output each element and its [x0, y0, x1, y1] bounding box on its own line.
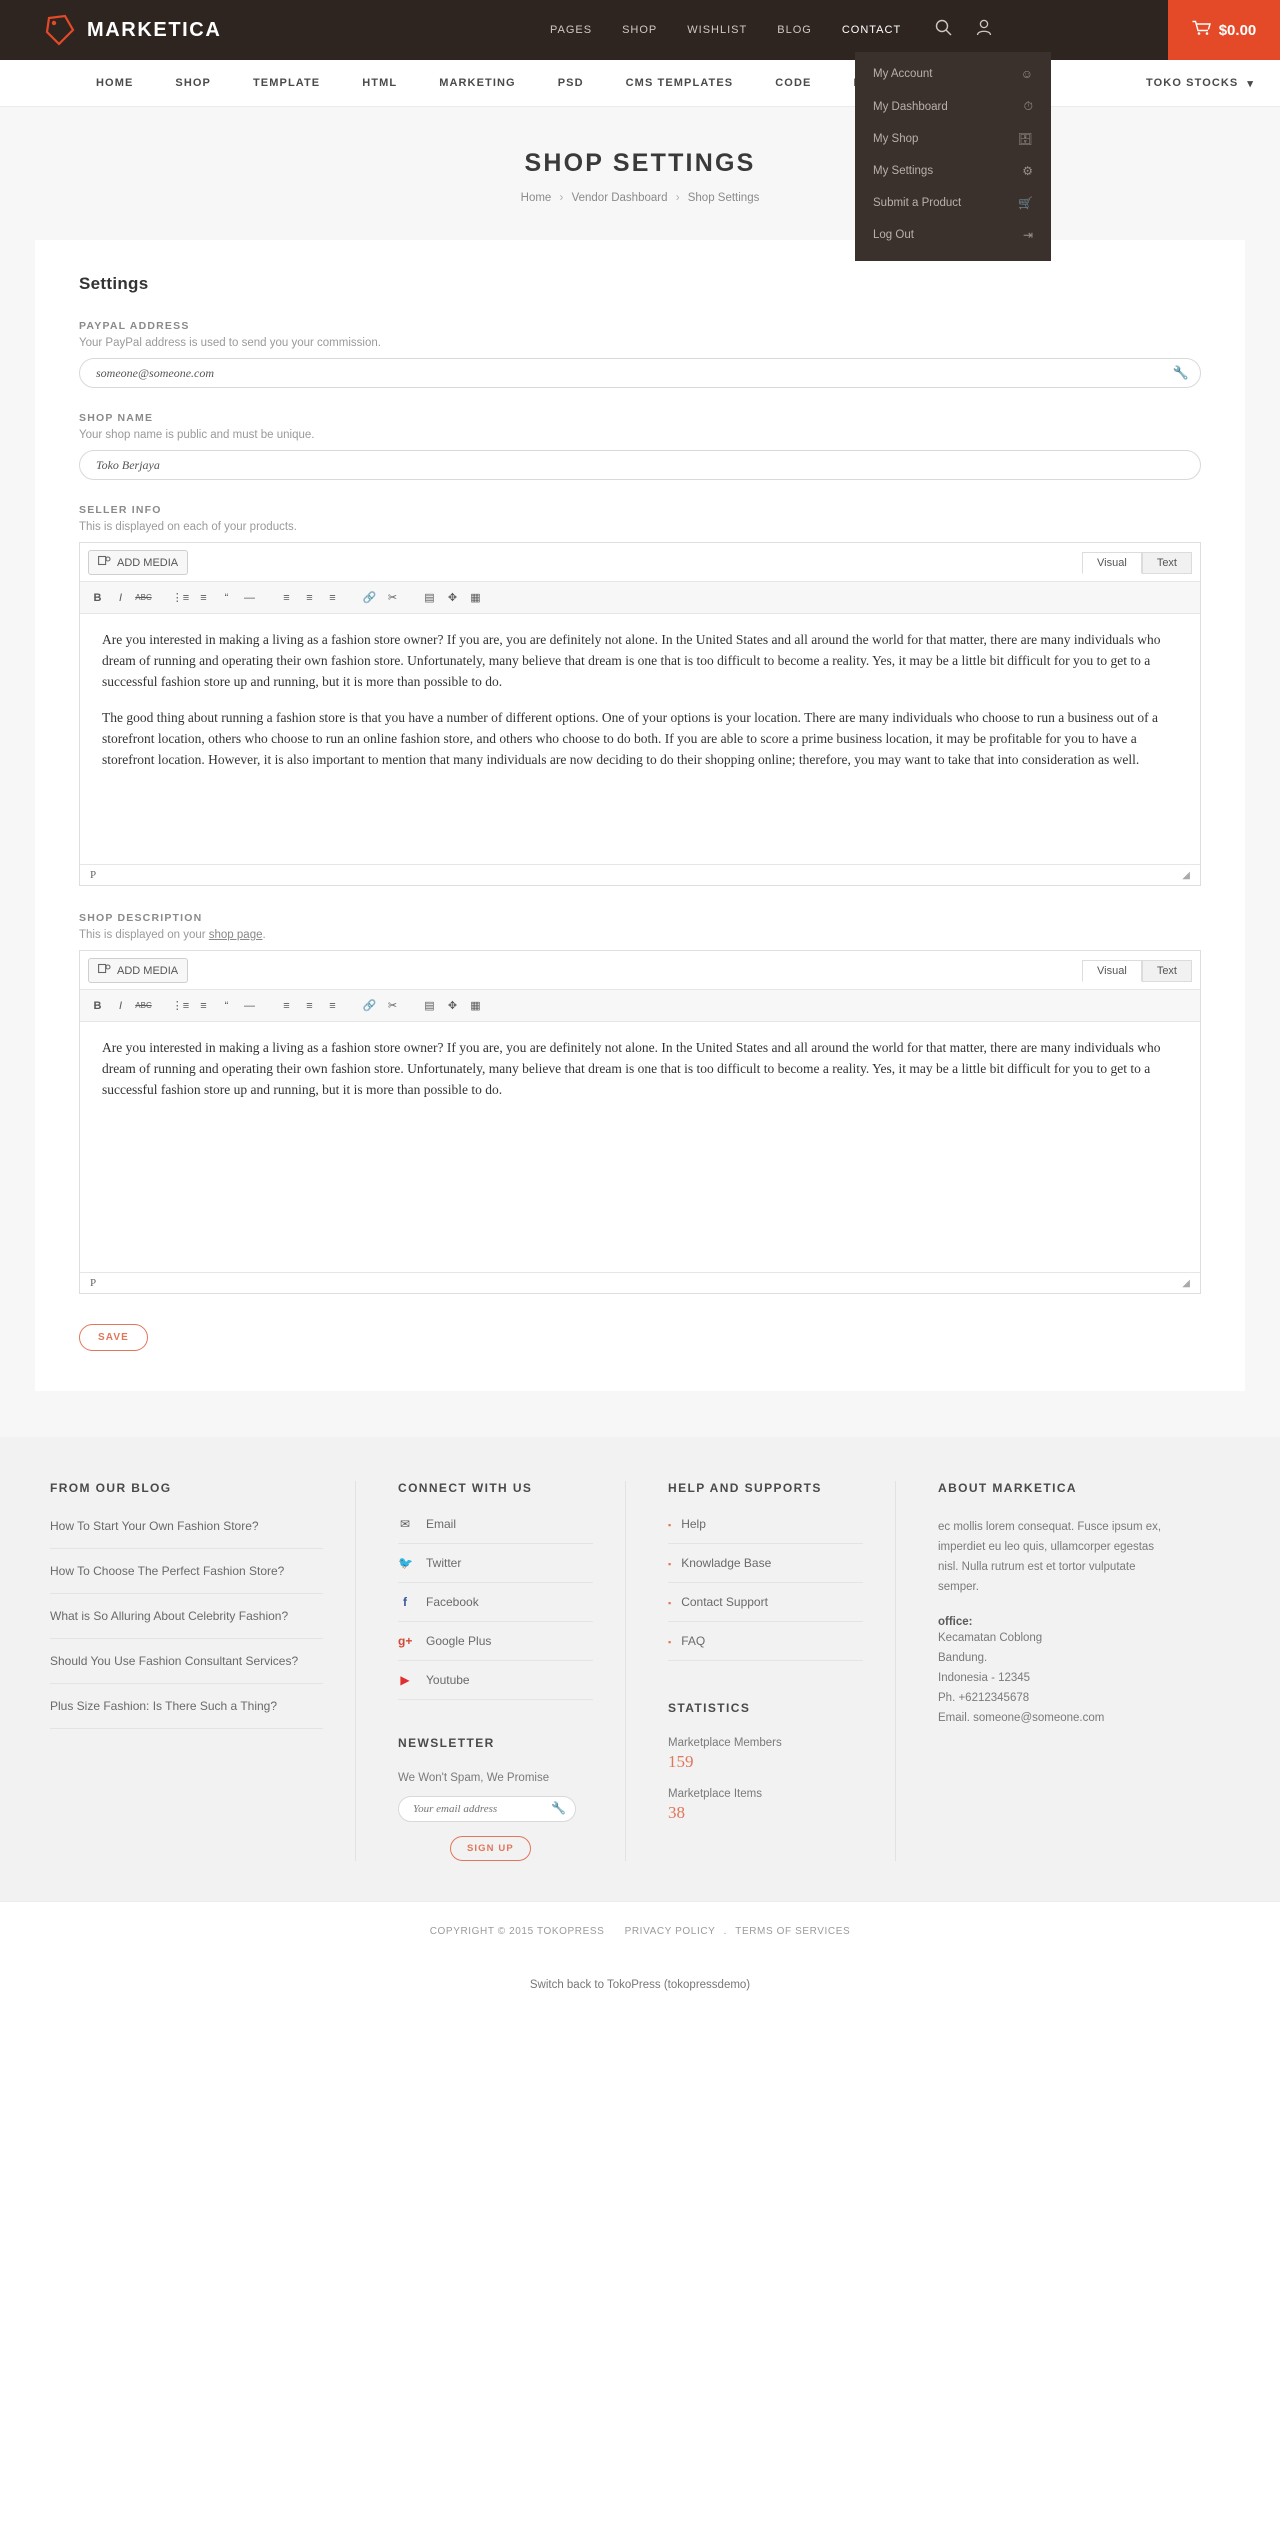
- site-logo[interactable]: [0, 14, 420, 46]
- footer-blog-column: [50, 1481, 355, 1861]
- social-label: Email: [426, 1517, 457, 1531]
- strikethrough-icon[interactable]: ABC: [135, 1001, 152, 1010]
- editor-paragraph: Are you interested in making a living as a fashion store owner? If you are, you are definitely not alone. In the United States and all around the world for that matter, there are many individuals who dream of running and operating their own fashion store. Unfortunately, many believe that dream is one that is too difficult to become a reality. Yes, it may be a little bit difficult for you to get to a successful fashion store up and running, but it is more than possible to do.: [102, 632, 1161, 689]
- bullet-icon: ▪: [668, 1637, 672, 1647]
- logout-icon: ⇥: [1022, 228, 1033, 242]
- chevron-down-icon: ▾: [1247, 77, 1254, 90]
- tag-icon: [45, 14, 75, 46]
- unlink-icon[interactable]: ✂: [387, 1000, 398, 1012]
- italic-icon[interactable]: I: [118, 591, 123, 604]
- nav-item-cms-templates[interactable]: CMS TEMPLATES: [625, 77, 734, 89]
- list-item[interactable]: What is So Alluring About Celebrity Fashion?: [50, 1607, 323, 1639]
- quote-icon[interactable]: “: [224, 999, 229, 1012]
- nav-item-shop[interactable]: SHOP: [175, 77, 211, 89]
- about-text: ec mollis lorem consequat. Fusce ipsum ex, imperdiet eu leo quis, ullamcorper egestas nisl. Nulla rutrum est et tortor vulputate semper.: [938, 1521, 1162, 1594]
- footer-about-heading: ABOUT MARKETICA: [938, 1481, 1077, 1495]
- footer-help-heading: HELP AND SUPPORTS: [668, 1481, 822, 1495]
- cart-icon: 🛒: [1018, 196, 1033, 210]
- switch-back-label: Switch back to TokoPress (tokopressdemo): [529, 1979, 751, 1991]
- cart-button[interactable]: [1168, 0, 1280, 60]
- top-nav-item-wishlist[interactable]: WISHLIST: [687, 24, 748, 36]
- bullet-list-icon[interactable]: ⋮≡: [171, 592, 190, 604]
- bold-icon[interactable]: B: [93, 591, 102, 604]
- editor-paragraph: The good thing about running a fashion store is that you have a number of different options. One of your options is your location. There are many individuals who choose to run a business out of a storefront location, others who choose to run an online fashion store, and others who choose to do both. If you are able to score a prime business location, it may be profitable for you to have a storefront location. However, it is also important to mention that many individuals are now deciding to do their shopping online; therefore, you may want to take that into consideration as well.: [102, 709, 1159, 767]
- shop-page-link[interactable]: shop page: [208, 929, 263, 941]
- bullet-list-icon[interactable]: ⋮≡: [171, 1000, 190, 1012]
- list-item[interactable]: [668, 1595, 863, 1622]
- align-right-icon[interactable]: ≡: [329, 591, 336, 604]
- help-label: FAQ: [681, 1634, 706, 1648]
- menu-item-my-dashboard[interactable]: [855, 90, 1051, 123]
- nav-item-template[interactable]: TEMPLATE: [252, 77, 321, 89]
- social-label: Facebook: [426, 1595, 479, 1609]
- menu-item-my-settings[interactable]: [855, 155, 1051, 187]
- privacy-policy-link[interactable]: PRIVACY POLICY: [624, 1926, 716, 1937]
- list-item[interactable]: How To Choose The Perfect Fashion Store?: [50, 1562, 323, 1594]
- shop-description-label: SHOP DESCRIPTION: [79, 912, 203, 924]
- list-item[interactable]: [668, 1517, 863, 1544]
- page-title: SHOP SETTINGS: [524, 149, 756, 177]
- social-link-google-plus[interactable]: [398, 1634, 593, 1661]
- tab-text[interactable]: Text: [1142, 960, 1192, 982]
- seller-info-editor: [79, 542, 1201, 886]
- numbered-list-icon[interactable]: ≡: [200, 591, 207, 604]
- user-icon[interactable]: [976, 19, 992, 41]
- office-title: office:: [938, 1615, 973, 1628]
- save-button[interactable]: SAVE: [79, 1324, 148, 1351]
- menu-item-label: Log Out: [873, 229, 914, 241]
- list-item[interactable]: Should You Use Fashion Consultant Services?: [50, 1652, 323, 1684]
- link-icon[interactable]: 🔗: [362, 592, 377, 604]
- kitchen-sink-icon[interactable]: ▦: [470, 592, 481, 604]
- signup-button[interactable]: SIGN UP: [450, 1836, 531, 1861]
- unlink-icon[interactable]: ✂: [387, 592, 398, 604]
- terms-of-services-link[interactable]: TERMS OF SERVICES: [735, 1926, 851, 1937]
- shop-name-help: Your shop name is public and must be unique.: [79, 429, 315, 441]
- settings-heading: Settings: [79, 274, 149, 293]
- add-media-label: ADD MEDIA: [117, 964, 179, 977]
- resize-handle-icon[interactable]: ◢: [1182, 869, 1190, 881]
- bullet-icon: ▪: [668, 1598, 672, 1608]
- add-media-button[interactable]: [88, 550, 188, 575]
- menu-item-log-out[interactable]: [855, 219, 1051, 251]
- italic-icon[interactable]: I: [118, 999, 123, 1012]
- resize-handle-icon[interactable]: ◢: [1182, 1277, 1190, 1289]
- quote-icon[interactable]: “: [224, 591, 229, 604]
- stat-value: 38: [668, 1803, 685, 1822]
- wrench-icon[interactable]: 🔧: [551, 1801, 566, 1815]
- footer-connect-column: [355, 1481, 625, 1861]
- nav-item-psd[interactable]: PSD: [557, 77, 584, 89]
- shop-name-input[interactable]: [79, 450, 1201, 480]
- top-nav-item-blog[interactable]: BLOG: [777, 24, 812, 36]
- editor-path-status: P: [90, 869, 97, 881]
- align-left-icon[interactable]: ≡: [283, 591, 290, 604]
- kitchen-sink-icon[interactable]: ▦: [470, 1000, 481, 1012]
- switch-back-bar[interactable]: [0, 1959, 1280, 2017]
- menu-item-my-account[interactable]: [855, 58, 1051, 90]
- fullscreen-icon[interactable]: ✥: [447, 592, 458, 604]
- social-link-youtube[interactable]: [398, 1673, 593, 1700]
- paypal-help: Your PayPal address is used to send you your commission.: [79, 337, 381, 349]
- shop-description-textarea[interactable]: [80, 1022, 1200, 1272]
- social-link-facebook[interactable]: [398, 1595, 593, 1622]
- editor-path-status: P: [90, 1277, 97, 1289]
- gear-icon: ⚙: [1022, 164, 1033, 178]
- breadcrumb-item-shop-settings: Shop Settings: [687, 192, 760, 204]
- social-label: Youtube: [426, 1673, 470, 1687]
- content-area: [0, 240, 1280, 1437]
- align-center-icon[interactable]: ≡: [306, 591, 313, 604]
- twitter-icon: 🐦: [398, 1556, 413, 1570]
- paypal-label: PAYPAL ADDRESS: [79, 320, 190, 332]
- settings-card: [35, 240, 1245, 1391]
- stat-label: Marketplace Items: [668, 1788, 762, 1800]
- numbered-list-icon[interactable]: ≡: [200, 999, 207, 1012]
- top-nav-item-contact[interactable]: CONTACT: [841, 24, 902, 36]
- tab-visual[interactable]: Visual: [1082, 552, 1142, 574]
- footer: [0, 1437, 1280, 1901]
- horizontal-rule-icon[interactable]: —: [244, 999, 255, 1012]
- cart-icon: [1192, 20, 1211, 40]
- seller-info-textarea[interactable]: [80, 614, 1200, 864]
- facebook-icon: f: [403, 1595, 407, 1609]
- help-label: Contact Support: [681, 1595, 768, 1609]
- menu-item-my-shop[interactable]: [855, 123, 1051, 155]
- social-link-email[interactable]: [398, 1517, 593, 1544]
- copyright-bar: [0, 1901, 1280, 1959]
- menu-item-label: My Shop: [873, 133, 919, 145]
- footer-connect-heading: CONNECT WITH US: [398, 1481, 533, 1495]
- wrench-icon[interactable]: 🔧: [1172, 365, 1189, 380]
- top-icons: [935, 19, 992, 41]
- social-label: Google Plus: [426, 1634, 492, 1648]
- page-header: [0, 107, 1280, 240]
- breadcrumb-item-vendor-dashboard[interactable]: Vendor Dashboard: [571, 192, 668, 204]
- menu-item-label: Submit a Product: [873, 197, 962, 209]
- top-nav: [550, 24, 901, 36]
- office-line: Kecamatan Coblong: [938, 1631, 1043, 1644]
- bag-icon: 🗄: [1017, 132, 1033, 146]
- menu-item-label: My Dashboard: [873, 100, 948, 113]
- top-nav-item-pages[interactable]: PAGES: [550, 24, 593, 36]
- link-icon[interactable]: 🔗: [362, 1000, 377, 1012]
- copyright-separator: [613, 1926, 616, 1937]
- account-dropdown-menu: [855, 52, 1051, 261]
- breadcrumb-separator: ›: [559, 192, 564, 204]
- dashboard-icon: ⏱: [1023, 99, 1033, 113]
- bullet-icon: ▪: [668, 1520, 672, 1530]
- top-nav-item-shop[interactable]: SHOP: [622, 24, 658, 36]
- list-item[interactable]: How To Start Your Own Fashion Store?: [50, 1517, 323, 1549]
- social-label: Twitter: [426, 1556, 462, 1570]
- list-item[interactable]: Plus Size Fashion: Is There Such a Thing?: [50, 1697, 323, 1729]
- help-label: Knowladge Base: [681, 1556, 772, 1570]
- nav-item-code[interactable]: CODE: [775, 77, 812, 89]
- newsletter-heading: NEWSLETTER: [398, 1736, 495, 1750]
- breadcrumb-separator: ›: [675, 192, 680, 204]
- list-item[interactable]: [668, 1634, 863, 1661]
- paypal-address-input[interactable]: [79, 358, 1201, 388]
- menu-item-label: My Account: [873, 68, 933, 80]
- nav-item-html[interactable]: HTML: [362, 77, 398, 89]
- add-media-button[interactable]: [88, 958, 188, 983]
- top-bar: [0, 0, 1280, 60]
- breadcrumb-item-home[interactable]: Home: [520, 192, 552, 204]
- fullscreen-icon[interactable]: ✥: [447, 1000, 458, 1012]
- align-center-icon[interactable]: ≡: [306, 999, 313, 1012]
- office-line: Indonesia - 12345: [938, 1671, 1031, 1684]
- office-line: Ph. +6212345678: [938, 1691, 1030, 1704]
- bullet-icon: ▪: [668, 1559, 672, 1569]
- shop-description-editor: [79, 950, 1201, 1294]
- stat-label: Marketplace Members: [668, 1737, 782, 1749]
- help-label: Help: [681, 1517, 706, 1531]
- tab-visual[interactable]: Visual: [1082, 960, 1142, 982]
- nav-item-marketing[interactable]: MARKETING: [439, 77, 516, 89]
- nav-item-home[interactable]: HOME: [96, 77, 134, 89]
- footer-about-column: [895, 1481, 1195, 1861]
- editor-paragraph: Are you interested in making a living as a fashion store owner? If you are, you are definitely not alone. In the United States and all around the world for that matter, there are many individuals who dream of running and operating their own fashion store. Unfortunately, many believe that dream is one that is too difficult to become a reality. Yes, it may be a little bit difficult for you to get to a successful fashion store up and running, but it is more than possible to do.: [102, 1040, 1161, 1097]
- add-media-label: ADD MEDIA: [117, 556, 179, 569]
- email-icon: ✉: [399, 1517, 411, 1531]
- breadcrumb: [0, 192, 1280, 204]
- social-link-twitter[interactable]: [398, 1556, 593, 1583]
- tab-text[interactable]: Text: [1142, 552, 1192, 574]
- seller-info-label: SELLER INFO: [79, 504, 162, 516]
- user-icon: ☺: [1020, 67, 1033, 81]
- align-left-icon[interactable]: ≡: [283, 999, 290, 1012]
- shop-description-help: [79, 929, 1201, 941]
- cart-amount: $0.00: [1218, 21, 1257, 39]
- office-line: Bandung.: [938, 1651, 988, 1664]
- footer-help-column: [625, 1481, 895, 1861]
- search-icon[interactable]: [935, 19, 952, 41]
- media-icon: [98, 555, 111, 570]
- newsletter-subtitle: We Won't Spam, We Promise: [398, 1772, 550, 1784]
- main-nav: [0, 60, 1280, 107]
- newsletter-email-input[interactable]: [398, 1796, 576, 1822]
- account-menu-trigger[interactable]: [1146, 77, 1254, 90]
- logo-text: MARKETICA: [87, 18, 222, 41]
- editor-toolbar: [80, 990, 1200, 1022]
- menu-item-label: My Settings: [873, 165, 934, 177]
- media-icon: [98, 963, 111, 978]
- youtube-icon: ▶: [400, 1673, 410, 1687]
- strikethrough-icon[interactable]: ABC: [135, 593, 152, 602]
- google-plus-icon: g+: [398, 1634, 413, 1648]
- menu-item-submit-a-product[interactable]: [855, 187, 1051, 219]
- stat-value: 159: [668, 1752, 694, 1771]
- office-line: Email. someone@someone.com: [938, 1712, 1105, 1724]
- seller-info-help: This is displayed on each of your products.: [79, 521, 297, 533]
- statistics-heading: STATISTICS: [668, 1701, 751, 1715]
- copyright-separator: .: [723, 1926, 728, 1937]
- help-suffix: .: [262, 929, 266, 941]
- more-icon[interactable]: ▤: [424, 592, 435, 604]
- horizontal-rule-icon[interactable]: —: [244, 591, 255, 604]
- align-right-icon[interactable]: ≡: [329, 999, 336, 1012]
- shop-name-label: SHOP NAME: [79, 412, 154, 424]
- copyright-text: COPYRIGHT © 2015 TOKOPRESS: [429, 1926, 605, 1937]
- help-prefix: This is displayed on your: [79, 929, 209, 941]
- more-icon[interactable]: ▤: [424, 1000, 435, 1012]
- list-item[interactable]: [668, 1556, 863, 1583]
- editor-toolbar: [80, 582, 1200, 614]
- footer-blog-heading: FROM OUR BLOG: [50, 1481, 172, 1495]
- account-menu-label: TOKO STOCKS: [1146, 77, 1239, 89]
- bold-icon[interactable]: B: [93, 999, 102, 1012]
